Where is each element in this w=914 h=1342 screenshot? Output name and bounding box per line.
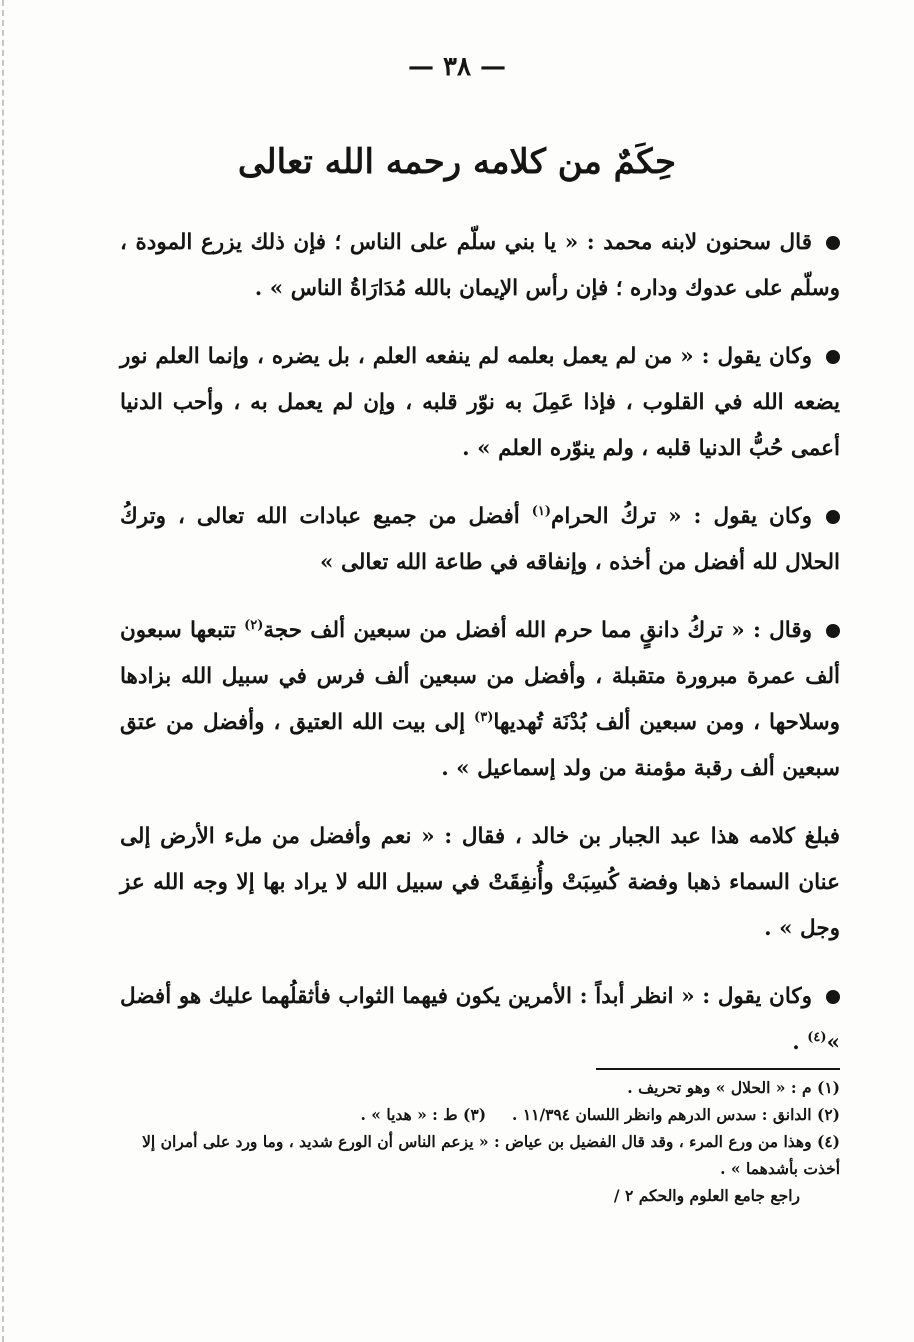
footnote-4: (٤) وهذا من ورع المرء ، وقد قال الفضيل بن عياض : « يزعم الناس أن الورع شديد ، وما ورد على أمران إلا أخذت بأشدهما » . (142, 1132, 840, 1178)
paragraph-4-text-mid: تتبعها سبعون ألف عمرة مبرورة متقبلة ، وأفضل من سبعين ألف فرس في سبيل الله بزادها وسلاحها ، ومن سبعين ألف بُدْنَة تُهديها (120, 618, 840, 735)
bullet-icon (826, 990, 840, 1004)
main-text (120, 220, 840, 1088)
footnote-4-reference: راجع جامع العلوم والحكم ٢ / (613, 1186, 800, 1205)
footnote-ref-4: (٤) (807, 1029, 827, 1045)
scan-edge-dots (2, 0, 4, 1342)
footnotes (120, 1074, 840, 1209)
paragraph-2 (120, 334, 840, 472)
paragraph-2-text: وكان يقول : « من لم يعمل بعلمه لم ينفعه العلم ، بل يضره ، وإنما العلم نور يضعه الله في القلوب ، فإذا عَمِلَ به نوّر قلبه ، وإن لم يعمل به ، وأحب الدنيا أعمى حُبُّ الدنيا قلبه ، ولم ينوّره العلم » . (120, 344, 840, 461)
paragraph-6-text-end: . (792, 1030, 808, 1055)
footnote-row-2-3 (120, 1101, 840, 1128)
footnote-ref-3: (٣) (474, 709, 494, 725)
footnote-2: (٢) الدانق : سدس الدرهم وانظر اللسان ١١/٣٩٤ . (512, 1105, 840, 1124)
paragraph-5-text: فبلغ كلامه هذا عبد الجبار بن خالد ، فقال : « نعم وأفضل من ملء الأرض إلى عنان السماء ذهبا وفضة كُسِبَتْ وأُنفِقَتْ في سبيل الله لا يراد بها إلا وجه الله عز وجل » . (120, 824, 840, 941)
footnote-3: (٣) ط : « هديا » . (360, 1105, 487, 1124)
paragraph-4-text-start: وقال : « تركُ دانقٍ مما حرم الله أفضل من سبعين ألف حجة (263, 618, 812, 643)
section-heading: حِكَمٌ من كلامه رحمه الله تعالى (237, 142, 677, 182)
footnote-1: (١) م : « الحلال » وهو تحريف . (627, 1078, 840, 1097)
bullet-icon (826, 510, 840, 524)
bullet-icon (826, 236, 840, 250)
paragraph-3-text-start: وكان يقول : « تركُ الحرام (551, 504, 812, 529)
paragraph-1 (120, 220, 840, 312)
footnote-ref-2: (٢) (244, 617, 264, 633)
paragraph-4 (120, 608, 840, 792)
page-number: — ٣٨ — (407, 52, 507, 82)
footnote-ref-1: (١) (531, 503, 552, 519)
bullet-icon (826, 624, 840, 638)
paragraph-3-text-end: أفضل من جميع عبادات الله تعالى ، وتركُ الحلال لله أفضل من أخذه ، وإنفاقه في طاعة الله تعالى » (120, 504, 840, 575)
paragraph-4-text-end: إلى بيت الله العتيق ، وأفضل من عتق سبعين ألف رقبة مؤمنة من ولد إسماعيل » . (120, 710, 840, 781)
paragraph-6 (120, 974, 840, 1066)
paragraph-5 (120, 814, 840, 952)
footnote-divider (596, 1068, 840, 1070)
bullet-icon (826, 350, 840, 364)
paragraph-3 (120, 494, 840, 586)
paragraph-6-text-start: وكان يقول : « انظر أبداً : الأمرين يكون فيهما الثواب فأثقلُهما عليك هو أفضل » (120, 984, 840, 1055)
paragraph-1-text: قال سحنون لابنه محمد : « يا بني سلّم على الناس ؛ فإن ذلك يزرع المودة ، وسلّم على عدوك وداره ؛ فإن رأس الإيمان بالله مُدَارَاةُ الناس » . (120, 230, 840, 301)
